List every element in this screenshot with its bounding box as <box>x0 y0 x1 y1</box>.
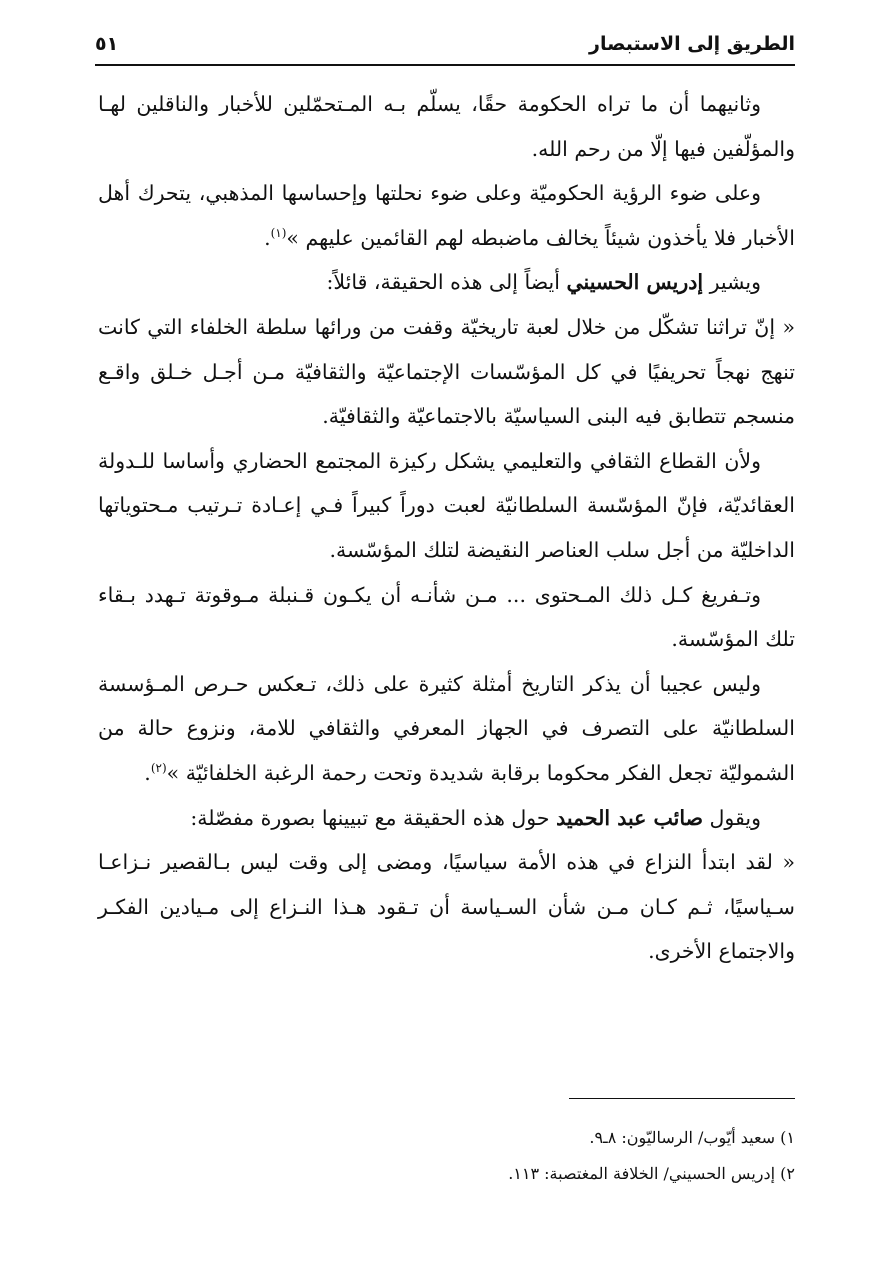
header-divider <box>95 64 795 66</box>
paragraph-8 <box>98 796 795 841</box>
page-number: ٥١ <box>95 33 119 55</box>
paragraph-8-pre: ويقول <box>703 805 761 830</box>
footnote-1: ١) سعيد أيّوب/ الرساليّون: ٨ـ٩. <box>589 1128 795 1147</box>
footnote-ref-2: (٢) <box>150 761 167 776</box>
footnotes <box>98 1120 795 1192</box>
author-name-saeb: صائب عبد الحميد <box>556 805 704 830</box>
paragraph-1: وثانيهما أن ما تراه الحكومة حقًا، يسلّم بـه المـتحمّلين للأخبار والناقلين لهـا والمؤلّفين فيها إلّا من رحم الله. <box>98 92 795 161</box>
quote-paragraph-2: « لقد ابتدأ النزاع في هذه الأمة سياسيًا، ومضى إلى وقت ليس بـالقصير نـزاعـا سـياسيًا، ثـم كـان مـن شأن السـياسة أن تـقود هـذا النـزاع إلى مـيادين الفكـر والاجتماع الأخرى. <box>98 850 795 964</box>
footnote-ref-1: (١) <box>270 225 287 240</box>
paragraph-8-post: حول هذه الحقيقة مع تبيينها بصورة مفصّلة: <box>190 805 557 830</box>
paragraph-2-end: . <box>264 225 271 250</box>
running-title: الطريق إلى الاستبصار <box>589 33 795 55</box>
paragraph-5: ولأن القطاع الثقافي والتعليمي يشكل ركيزة المجتمع الحضاري وأساسا للـدولة العقائديّة، فإنّ المؤسّسة السلطانيّة لعبت دوراً كبيراً فـي إعـادة تـرتيب مـحتوياتها الداخليّة من أجل سلب العناصر النقيضة لتلك المؤسّسة. <box>98 448 795 562</box>
footnote-2: ٢) إدريس الحسيني/ الخلافة المغتصبة: ١١٣. <box>508 1164 795 1183</box>
footnote-divider <box>569 1098 795 1099</box>
paragraph-7-end: . <box>144 760 151 785</box>
author-name-husseini: إدريس الحسيني <box>566 270 704 295</box>
paragraph-7-text: وليس عجيبا أن يذكر التاريخ أمثلة كثيرة على ذلك، تـعكس حـرص المـؤسسة السلطانيّة على التصرف في الجهاز المعرفي والثقافي للامة، ونزوع حالة من الشموليّة تجعل الفكر محكوما برقابة شديدة وتحت رحمة الرغبة الخلفائيّة » <box>98 671 795 785</box>
page-header <box>95 28 795 60</box>
paragraph-2-text: وعلى ضوء الرؤية الحكوميّة وعلى ضوء نحلتها وإحساسها المذهبي، يتحرك أهل الأخبار فلا يأخذون شيئاً يخالف ماضبطه لهم القائمين عليهم » <box>98 181 795 250</box>
paragraph-3-post: أيضاً إلى هذه الحقيقة، قائلاً: <box>326 270 567 295</box>
paragraph-3 <box>98 260 795 305</box>
paragraph-2 <box>98 171 795 260</box>
main-text <box>98 82 795 974</box>
paragraph-7 <box>98 662 795 796</box>
paragraph-6: وتـفريغ كـل ذلك المـحتوى ... مـن شأنـه أن يكـون قـنبلة مـوقوتة تـهدد بـقاء تلك المؤسّسة. <box>98 582 795 652</box>
quote-paragraph-1: « إنّ تراثنا تشكّل من خلال لعبة تاريخيّة وقفت من ورائها سلطة الخلفاء التي كانت تنهج نهجاً تحريفيًا في كل المؤسّسات الإجتماعيّة والثقافيّة مـن أجـل خـلق واقـع منسجم تتطابق فيه البنى السياسيّة بالاجتماعيّة والثقافيّة. <box>98 314 795 429</box>
paragraph-3-pre: ويشير <box>703 270 761 295</box>
